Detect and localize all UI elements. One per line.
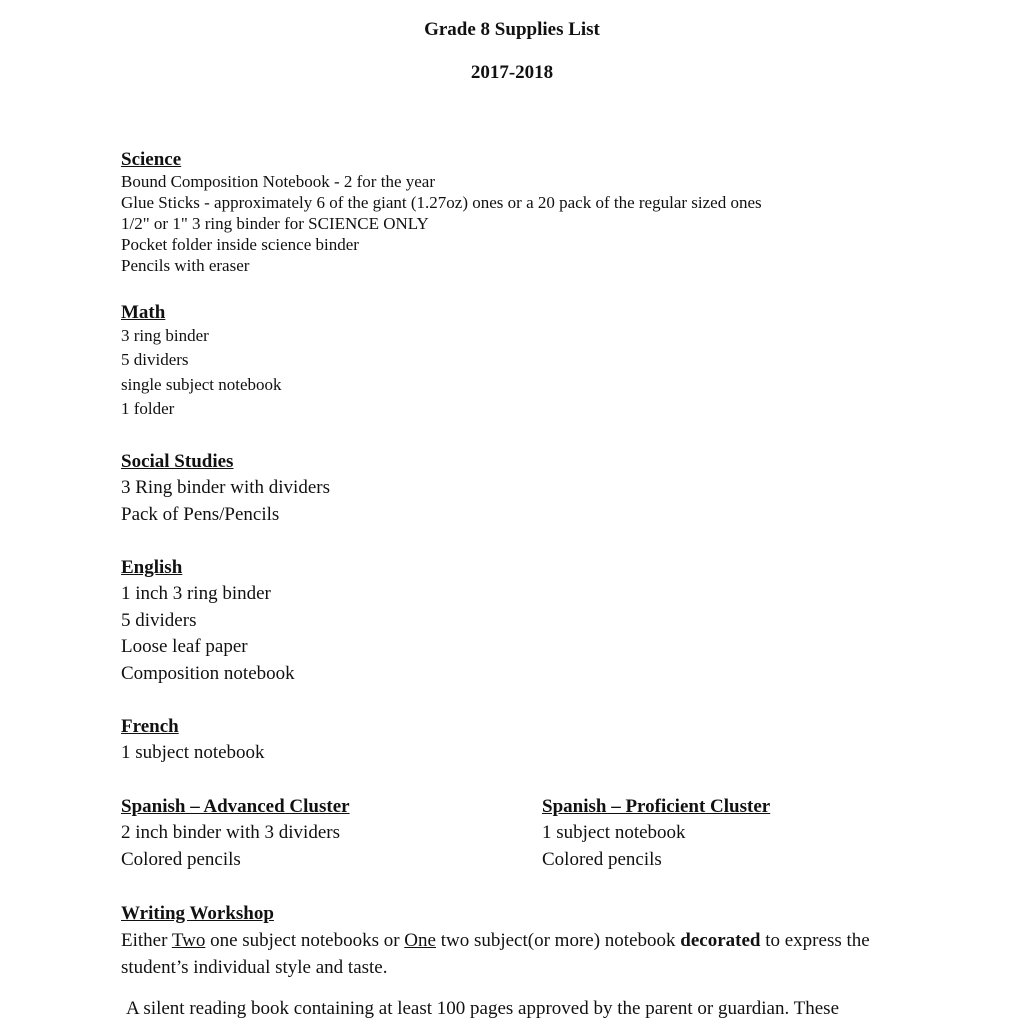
- text-run: Either: [121, 930, 172, 951]
- list-item: 2 inch binder with 3 dividers: [121, 822, 340, 843]
- emphasis-one: One: [404, 930, 436, 951]
- section-heading-spanish-advanced: Spanish – Advanced Cluster: [121, 796, 350, 817]
- section-social-studies: [121, 449, 330, 528]
- list-item: 1 folder: [121, 398, 175, 418]
- text-run: one subject notebooks or: [205, 930, 405, 951]
- section-science: [121, 148, 762, 276]
- list-item: Pencils with eraser: [121, 256, 250, 275]
- list-item: 3 ring binder: [121, 326, 209, 345]
- text-run: two subject(or more) notebook: [435, 930, 681, 951]
- section-heading-science: Science: [121, 149, 182, 170]
- list-item: Colored pencils: [542, 848, 662, 870]
- list-item: Pack of Pens/Pencils: [121, 503, 280, 525]
- section-heading-french: French: [121, 716, 179, 737]
- emphasis-two: Two: [171, 930, 206, 951]
- list-item: 1 subject notebook: [542, 822, 686, 843]
- list-item: Glue Sticks - approximately 6 of the giant (1.27oz) ones or a 20 pack of the regular sized ones: [121, 193, 762, 212]
- section-heading-english: English: [121, 557, 183, 578]
- document-title: Grade 8 Supplies List: [424, 19, 600, 40]
- list-item: 1 subject notebook: [121, 742, 265, 763]
- section-heading-math: Math: [121, 302, 166, 323]
- list-item: 5 dividers: [121, 350, 189, 370]
- silent-reading-note: A silent reading book containing at least 100 pages approved by the parent or guardian. These: [126, 998, 840, 1019]
- text-run: to express the student’s individual style and taste.: [121, 930, 870, 978]
- section-heading-spanish-proficient: Spanish – Proficient Cluster: [542, 796, 771, 817]
- section-spanish-advanced: [121, 794, 350, 873]
- list-item: 3 Ring binder with dividers: [121, 477, 330, 498]
- writing-workshop-text: [121, 927, 921, 981]
- list-item: 1 inch 3 ring binder: [121, 583, 271, 604]
- document-year: 2017-2018: [470, 62, 554, 83]
- list-item: Colored pencils: [121, 848, 241, 870]
- section-writing-workshop: [121, 900, 921, 981]
- list-item: Pocket folder inside science binder: [121, 235, 359, 254]
- list-item: 1/2" or 1" 3 ring binder for SCIENCE ONLY: [121, 214, 429, 233]
- section-french: [121, 714, 265, 767]
- list-item: single subject notebook: [121, 374, 282, 394]
- emphasis-decorated: decorated: [680, 930, 761, 951]
- list-item: Composition notebook: [121, 662, 295, 684]
- section-spanish-proficient: [542, 794, 770, 873]
- section-heading-social-studies: Social Studies: [121, 451, 234, 472]
- section-english: [121, 555, 295, 687]
- list-item: Bound Composition Notebook - 2 for the year: [121, 172, 435, 191]
- list-item: 5 dividers: [121, 609, 197, 631]
- list-item: Loose leaf paper: [121, 636, 248, 657]
- section-math: [121, 301, 282, 421]
- section-heading-writing-workshop: Writing Workshop: [121, 903, 274, 924]
